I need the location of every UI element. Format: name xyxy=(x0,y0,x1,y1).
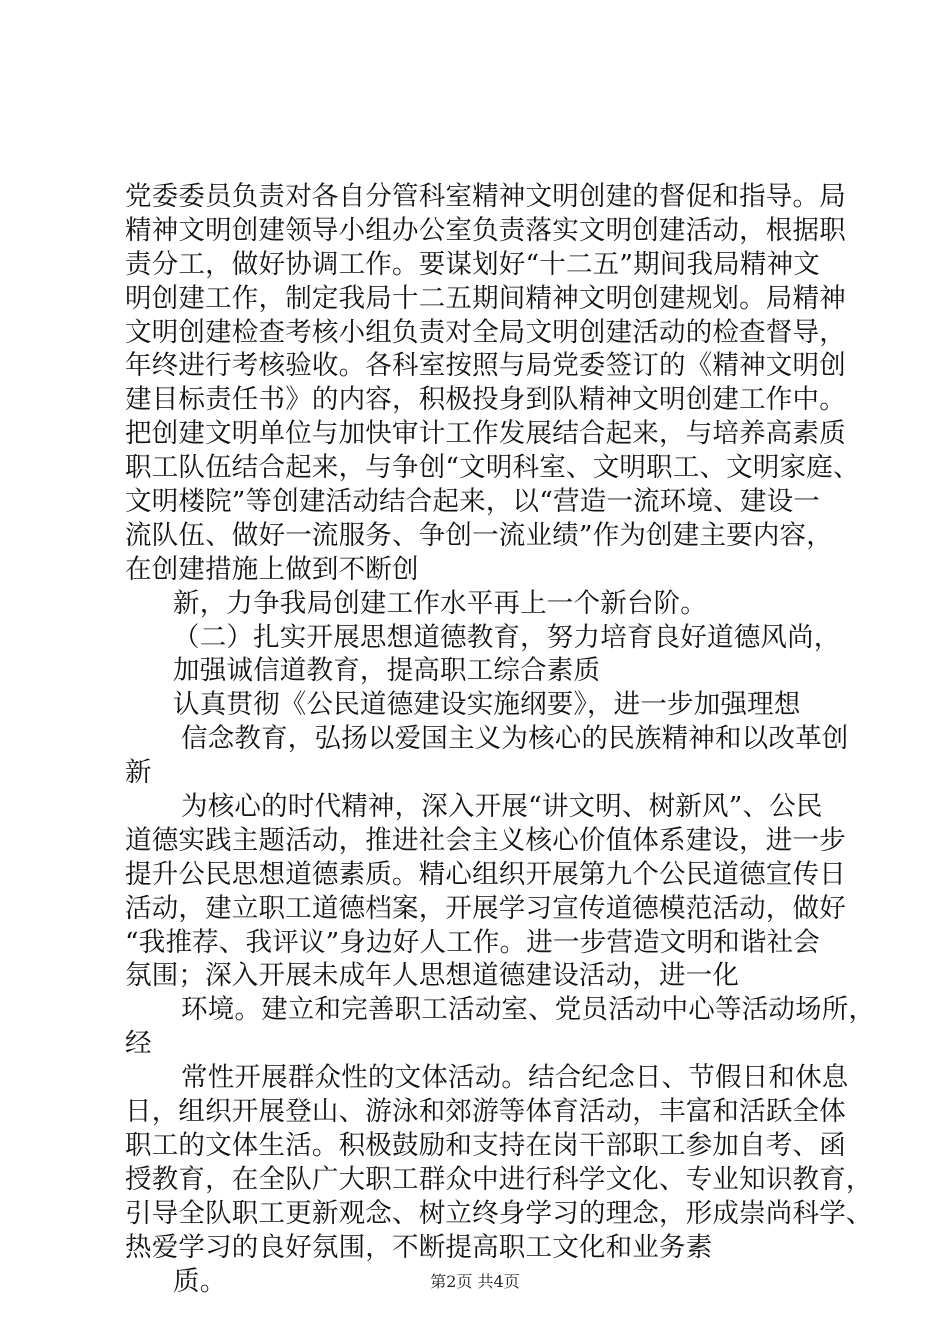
text-line: 精神文明创建领导小组办公室负责落实文明创建活动，根据职 xyxy=(125,214,846,246)
page-number-label: 第2页 共4页 xyxy=(430,1272,520,1291)
text-line: 授教育，在全队广大职工群众中进行科学文化、专业知识教育， xyxy=(125,1163,873,1195)
text-line: “我推荐、我评议”身边好人工作。进一步营造文明和谐社会 xyxy=(125,926,820,958)
text-line: 文明楼院”等创建活动结合起来，以“营造一流环境、建设一 xyxy=(125,486,820,518)
text-line: 把创建文明单位与加快审计工作发展结合起来，与培养高素质 xyxy=(125,418,846,450)
text-line: 新，力争我局创建工作水平再上一个新台阶。 xyxy=(173,587,707,619)
text-line: 为核心的时代精神，深入开展“讲文明、树新风”、公民 xyxy=(181,791,823,823)
body-text xyxy=(125,180,876,1298)
text-line: 质。 xyxy=(173,1265,227,1297)
text-line: 文明创建检查考核小组负责对全局文明创建活动的检查督导， xyxy=(125,316,846,348)
text-line: 常性开展群众性的文体活动。结合纪念日、节假日和休息 xyxy=(181,1062,849,1094)
text-line: 建目标责任书》的内容，积极投身到队精神文明创建工作中。 xyxy=(125,384,846,416)
text-line: 引导全队职工更新观念、树立终身学习的理念，形成崇尚科学、 xyxy=(125,1197,873,1229)
text-line: 职工队伍结合起来，与争创“文明科室、文明职工、文明家庭、 xyxy=(125,452,860,484)
page-footer xyxy=(0,1272,950,1292)
section-heading: 加强诚信道教育，提高职工综合素质 xyxy=(173,655,601,687)
text-line: 活动，建立职工道德档案，开展学习宣传道德模范活动，做好 xyxy=(125,892,846,924)
text-line: 信念教育，弘扬以爱国主义为核心的民族精神和以改革创 xyxy=(181,723,849,755)
text-line: 新 xyxy=(125,757,152,789)
text-line: 责分工，做好协调工作。要谋划好“十二五”期间我局精神文 xyxy=(125,248,820,280)
text-line: 提升公民思想道德素质。精心组织开展第九个公民道德宣传日 xyxy=(125,858,846,890)
text-line: 热爱学习的良好氛围，不断提高职工文化和业务素 xyxy=(125,1231,713,1263)
text-line: 经 xyxy=(125,1028,152,1060)
text-line: 认真贯彻《公民道德建设实施纲要》，进一步加强理想 xyxy=(173,689,801,721)
text-line: 党委委员负责对各自分管科室精神文明创建的督促和指导。局 xyxy=(125,181,846,212)
text-line: 环境。建立和完善职工活动室、党员活动中心等活动场所， xyxy=(181,994,876,1026)
text-line: 日，组织开展登山、游泳和郊游等体育活动，丰富和活跃全体 xyxy=(125,1096,846,1128)
text-line: 流队伍、做好一流服务、争创一流业绩”作为创建主要内容， xyxy=(125,519,833,551)
text-line: 年终进行考核验收。各科室按照与局党委签订的《精神文明创 xyxy=(125,350,846,382)
text-line: 氛围；深入开展未成年人思想道德建设活动，进一化 xyxy=(125,960,740,992)
text-line: 在创建措施上做到不断创 xyxy=(125,553,419,585)
text-line: 道德实践主题活动，推进社会主义核心价值体系建设，进一步 xyxy=(125,824,846,856)
text-line: 职工的文体生活。积极鼓励和支持在岗干部职工参加自考、函 xyxy=(125,1129,846,1161)
text-line: 明创建工作，制定我局十二五期间精神文明创建规划。局精神 xyxy=(125,282,846,314)
section-heading: （二）扎实开展思想道德教育，努力培育良好道德风尚， xyxy=(173,621,841,653)
